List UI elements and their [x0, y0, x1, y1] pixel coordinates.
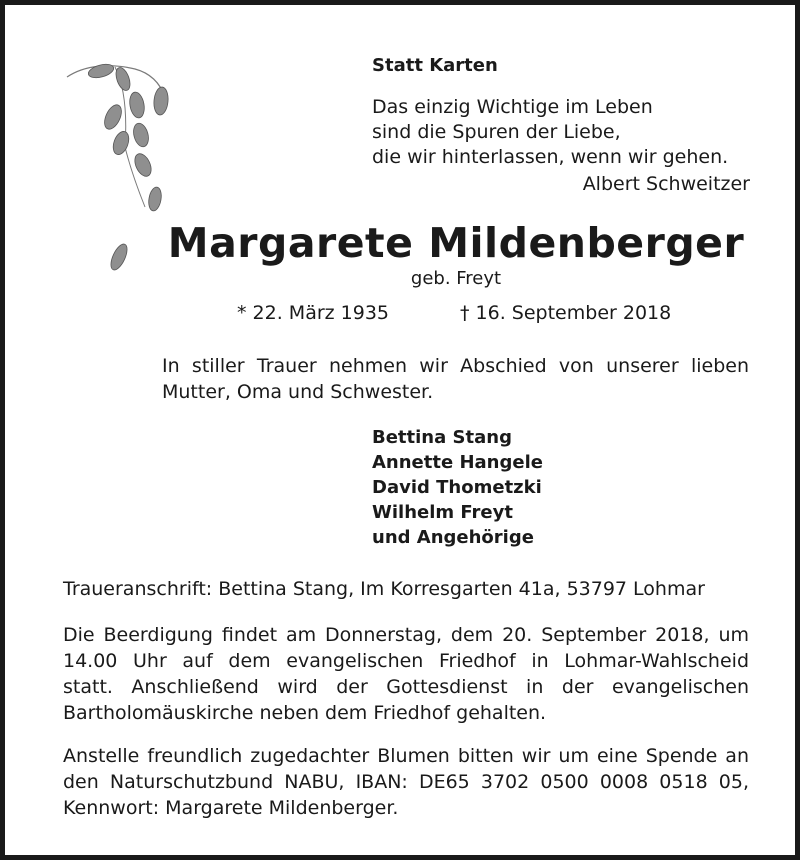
- funeral-info: [63, 622, 749, 726]
- donation-line: Kennwort: Margarete Mildenberger.: [63, 797, 399, 819]
- donation-line: Anstelle freundlich zugedachter Blumen bitten wir um eine Spende an: [63, 745, 749, 767]
- mourners-list: [372, 425, 543, 550]
- funeral-line: 14.00 Uhr auf dem evangelischen Friedhof in Lohmar-Wahlscheid: [63, 650, 749, 672]
- birth-name: geb. Freyt: [410, 268, 502, 289]
- funeral-line: Bartholomäuskirche neben dem Friedhof gehalten.: [63, 702, 547, 724]
- header-label: Statt Karten: [372, 55, 498, 76]
- deceased-name: Margarete Mildenberger: [167, 219, 745, 267]
- mourner-name: David Thometzki: [372, 477, 542, 498]
- donation-info: [63, 743, 749, 821]
- mourner-name: Bettina Stang: [372, 427, 512, 448]
- funeral-line: statt. Anschließend wird der Gottesdienst in der evangelischen: [63, 676, 749, 698]
- death-date: † 16. September 2018: [460, 302, 672, 324]
- mourner-name: Annette Hangele: [372, 452, 543, 473]
- mourner-name: Wilhelm Freyt: [372, 502, 513, 523]
- birth-date: * 22. März 1935: [237, 302, 390, 324]
- intro-line: In stiller Trauer nehmen wir Abschied von unserer lieben: [162, 355, 749, 377]
- quote-line: sind die Spuren der Liebe,: [372, 121, 621, 143]
- funeral-line: Die Beerdigung findet am Donnerstag, dem 20. September 2018, um: [63, 624, 749, 646]
- mourning-address: Traueranschrift: Bettina Stang, Im Korresgarten 41a, 53797 Lohmar: [63, 578, 705, 600]
- mourner-name: und Angehörige: [372, 527, 534, 548]
- quote-line: Das einzig Wichtige im Leben: [372, 96, 653, 118]
- intro-line: Mutter, Oma und Schwester.: [162, 381, 434, 403]
- quote-author: Albert Schweitzer: [582, 173, 750, 195]
- intro-text: [162, 353, 749, 405]
- donation-line: den Naturschutzbund NABU, IBAN: DE65 3702 0500 0008 0518 05,: [63, 771, 749, 793]
- quote-line: die wir hinterlassen, wenn wir gehen.: [372, 146, 729, 168]
- quote: [372, 95, 752, 170]
